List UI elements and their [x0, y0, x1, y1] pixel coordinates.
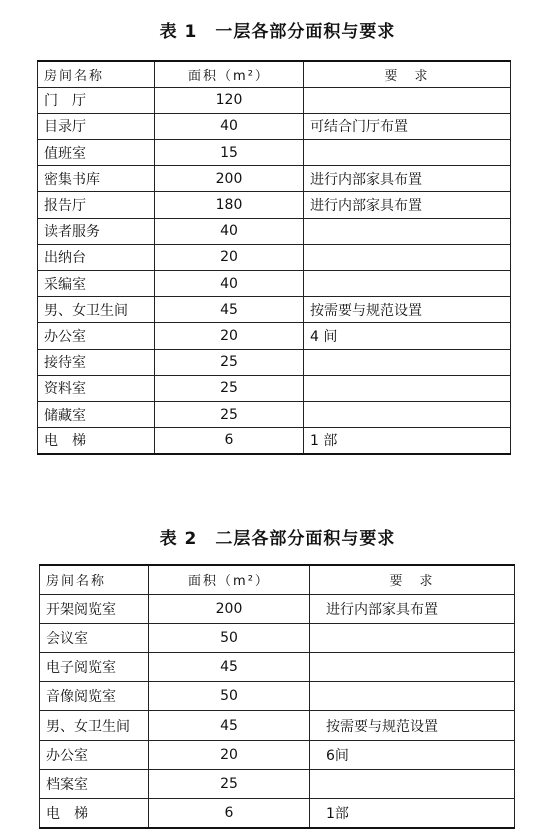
requirement-cell: 按需要与规范设置	[310, 711, 515, 740]
room-name-cell: 电 梯	[38, 428, 155, 454]
requirement-cell	[304, 375, 511, 401]
area-cell: 20	[155, 244, 304, 270]
room-name-cell: 档案室	[40, 769, 149, 798]
requirement-cell	[304, 218, 511, 244]
room-name-cell: 办公室	[40, 740, 149, 769]
table-row	[38, 349, 511, 375]
area-cell: 45	[155, 297, 304, 323]
table-row	[40, 682, 515, 711]
room-name-cell: 电子阅览室	[40, 653, 149, 682]
table-header-row	[38, 61, 511, 87]
table-row	[38, 166, 511, 192]
header-room-name: 房间名称	[38, 61, 155, 87]
table-row	[38, 87, 511, 113]
requirement-cell: 进行内部家具布置	[304, 166, 511, 192]
requirement-cell: 1部	[310, 799, 515, 828]
area-cell: 45	[149, 653, 310, 682]
room-name-cell: 出纳台	[38, 244, 155, 270]
area-cell: 180	[155, 192, 304, 218]
area-cell: 200	[155, 166, 304, 192]
room-name-cell: 值班室	[38, 140, 155, 166]
requirement-cell: 进行内部家具布置	[304, 192, 511, 218]
table1-title: 表 1 一层各部分面积与要求	[159, 22, 396, 42]
requirement-cell	[310, 653, 515, 682]
header-area: 面积（m²）	[149, 565, 310, 594]
floor2-area-table	[39, 564, 515, 829]
header-requirement: 要 求	[304, 61, 511, 87]
table-row	[38, 271, 511, 297]
requirement-cell: 可结合门厅布置	[304, 113, 511, 139]
table-row	[38, 113, 511, 139]
table-row	[38, 244, 511, 270]
table-row	[40, 623, 515, 652]
table-row	[38, 401, 511, 427]
table-row	[40, 740, 515, 769]
requirement-cell	[310, 682, 515, 711]
room-name-cell: 资料室	[38, 375, 155, 401]
area-cell: 25	[155, 401, 304, 427]
area-cell: 40	[155, 271, 304, 297]
area-cell: 120	[155, 87, 304, 113]
area-cell: 25	[155, 349, 304, 375]
room-name-cell: 接待室	[38, 349, 155, 375]
table-row	[38, 297, 511, 323]
room-name-cell: 会议室	[40, 623, 149, 652]
requirement-cell: 1 部	[304, 428, 511, 454]
table2-title: 表 2 二层各部分面积与要求	[159, 529, 396, 549]
requirement-cell	[310, 769, 515, 798]
header-requirement: 要 求	[310, 565, 515, 594]
table-row	[38, 428, 511, 454]
room-name-cell: 采编室	[38, 271, 155, 297]
room-name-cell: 男、女卫生间	[40, 711, 149, 740]
table-row	[38, 192, 511, 218]
floor1-area-table	[37, 60, 511, 455]
header-room-name: 房间名称	[40, 565, 149, 594]
requirement-cell	[304, 87, 511, 113]
table-row	[40, 769, 515, 798]
requirement-cell: 按需要与规范设置	[304, 297, 511, 323]
table-row	[40, 799, 515, 828]
area-cell: 40	[155, 113, 304, 139]
room-name-cell: 读者服务	[38, 218, 155, 244]
room-name-cell: 储藏室	[38, 401, 155, 427]
area-cell: 20	[149, 740, 310, 769]
header-area: 面积（m²）	[155, 61, 304, 87]
requirement-cell	[304, 271, 511, 297]
requirement-cell: 进行内部家具布置	[310, 594, 515, 623]
area-cell: 200	[149, 594, 310, 623]
table-row	[38, 140, 511, 166]
area-cell: 6	[149, 799, 310, 828]
requirement-cell	[304, 349, 511, 375]
area-cell: 50	[149, 623, 310, 652]
table-row	[38, 323, 511, 349]
table-row	[40, 594, 515, 623]
room-name-cell: 密集书库	[38, 166, 155, 192]
table-row	[40, 711, 515, 740]
area-cell: 45	[149, 711, 310, 740]
area-cell: 25	[149, 769, 310, 798]
requirement-cell	[304, 244, 511, 270]
table-row	[38, 218, 511, 244]
area-cell: 15	[155, 140, 304, 166]
room-name-cell: 门 厅	[38, 87, 155, 113]
room-name-cell: 男、女卫生间	[38, 297, 155, 323]
room-name-cell: 目录厅	[38, 113, 155, 139]
area-cell: 20	[155, 323, 304, 349]
requirement-cell	[304, 401, 511, 427]
requirement-cell	[310, 623, 515, 652]
area-cell: 25	[155, 375, 304, 401]
room-name-cell: 开架阅览室	[40, 594, 149, 623]
table-row	[40, 653, 515, 682]
room-name-cell: 音像阅览室	[40, 682, 149, 711]
area-cell: 6	[155, 428, 304, 454]
area-cell: 40	[155, 218, 304, 244]
requirement-cell: 6间	[310, 740, 515, 769]
room-name-cell: 电 梯	[40, 799, 149, 828]
table-header-row	[40, 565, 515, 594]
requirement-cell: 4 间	[304, 323, 511, 349]
room-name-cell: 办公室	[38, 323, 155, 349]
requirement-cell	[304, 140, 511, 166]
area-cell: 50	[149, 682, 310, 711]
table-row	[38, 375, 511, 401]
room-name-cell: 报告厅	[38, 192, 155, 218]
